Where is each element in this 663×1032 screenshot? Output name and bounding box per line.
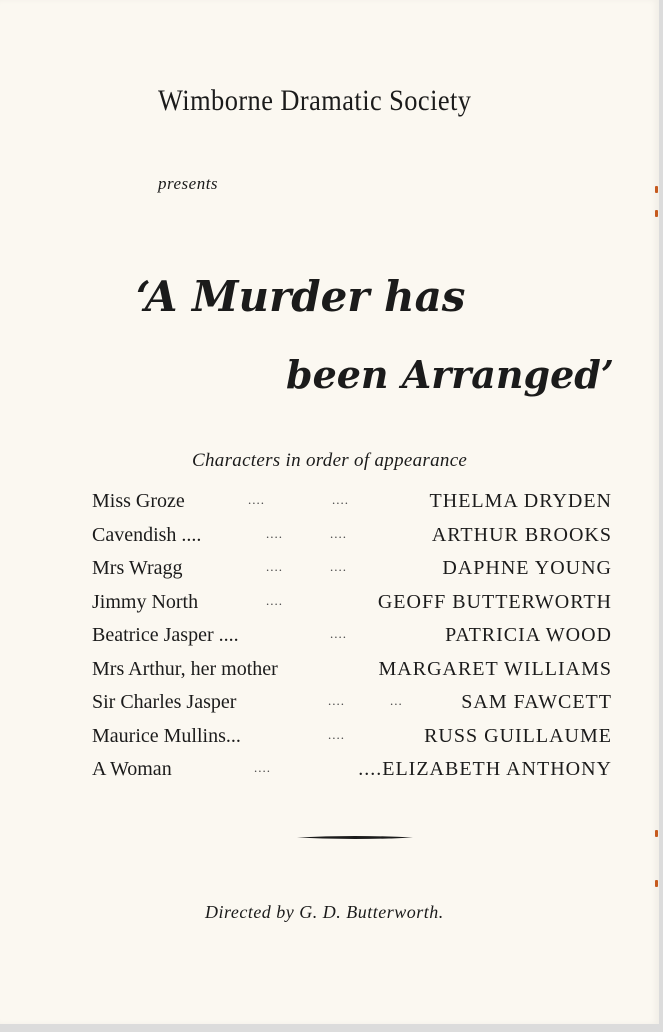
- character-name: Beatrice Jasper ....: [92, 624, 239, 646]
- cast-row: [92, 490, 612, 524]
- leader-dots: ....: [248, 492, 265, 507]
- actor-name: DAPHNE YOUNG: [442, 557, 612, 579]
- actor-name: GEOFF BUTTERWORTH: [377, 590, 612, 613]
- play-title-line-1: ‘A Murder has: [136, 272, 466, 321]
- leader-dots: ....: [328, 693, 345, 708]
- cast-row: [92, 557, 612, 591]
- cast-list: [92, 490, 612, 792]
- society-name: Wimborne Dramatic Society: [158, 84, 472, 117]
- presents-label: presents: [158, 174, 219, 193]
- actor-name: ARTHUR BROOKS: [431, 523, 612, 546]
- leader-dots: ....: [330, 525, 347, 541]
- actor-name: MARGARET WILLIAMS: [378, 657, 612, 680]
- leader-dots: ....: [254, 760, 271, 775]
- cast-row: [92, 691, 612, 725]
- character-name: Miss Groze: [92, 490, 185, 512]
- cast-row: [92, 624, 612, 658]
- leader-dots: ...: [390, 693, 403, 708]
- actor-name: THELMA DRYDEN: [429, 490, 612, 512]
- margin-mark: [655, 830, 658, 837]
- character-name: Sir Charles Jasper: [92, 691, 237, 713]
- cast-row: [92, 524, 612, 558]
- leader-dots: ....: [330, 559, 347, 574]
- cast-row: [92, 725, 612, 759]
- characters-heading: Characters in order of appearance: [192, 450, 468, 471]
- leader-dots: ....: [266, 559, 283, 574]
- leader-dots: ....: [328, 726, 345, 742]
- actor-name: ....ELIZABETH ANTHONY: [358, 758, 612, 780]
- leader-dots: ....: [266, 525, 283, 541]
- actor-name: PATRICIA WOOD: [445, 624, 612, 646]
- leader-dots: ....: [332, 492, 349, 507]
- leader-dots: ....: [266, 592, 283, 608]
- cast-row: [92, 758, 612, 792]
- cast-row: [92, 591, 612, 625]
- character-name: A Woman: [92, 758, 172, 780]
- director-credit: Directed by G. D. Butterworth.: [205, 902, 444, 922]
- actor-name: RUSS GUILLAUME: [424, 724, 612, 747]
- character-name: Cavendish ....: [92, 523, 202, 546]
- character-name: Maurice Mullins...: [92, 724, 241, 747]
- cast-row: [92, 658, 612, 692]
- actor-name: SAM FAWCETT: [461, 691, 612, 713]
- play-title-line-2: been Arranged’: [286, 352, 615, 397]
- character-name: Mrs Arthur, her mother: [92, 657, 278, 680]
- margin-mark: [655, 186, 658, 193]
- character-name: Jimmy North: [92, 590, 199, 613]
- leader-dots: ....: [330, 626, 347, 641]
- ornamental-divider: [297, 835, 413, 840]
- margin-mark: [655, 880, 658, 887]
- character-name: Mrs Wragg: [92, 557, 183, 579]
- margin-mark: [655, 210, 658, 217]
